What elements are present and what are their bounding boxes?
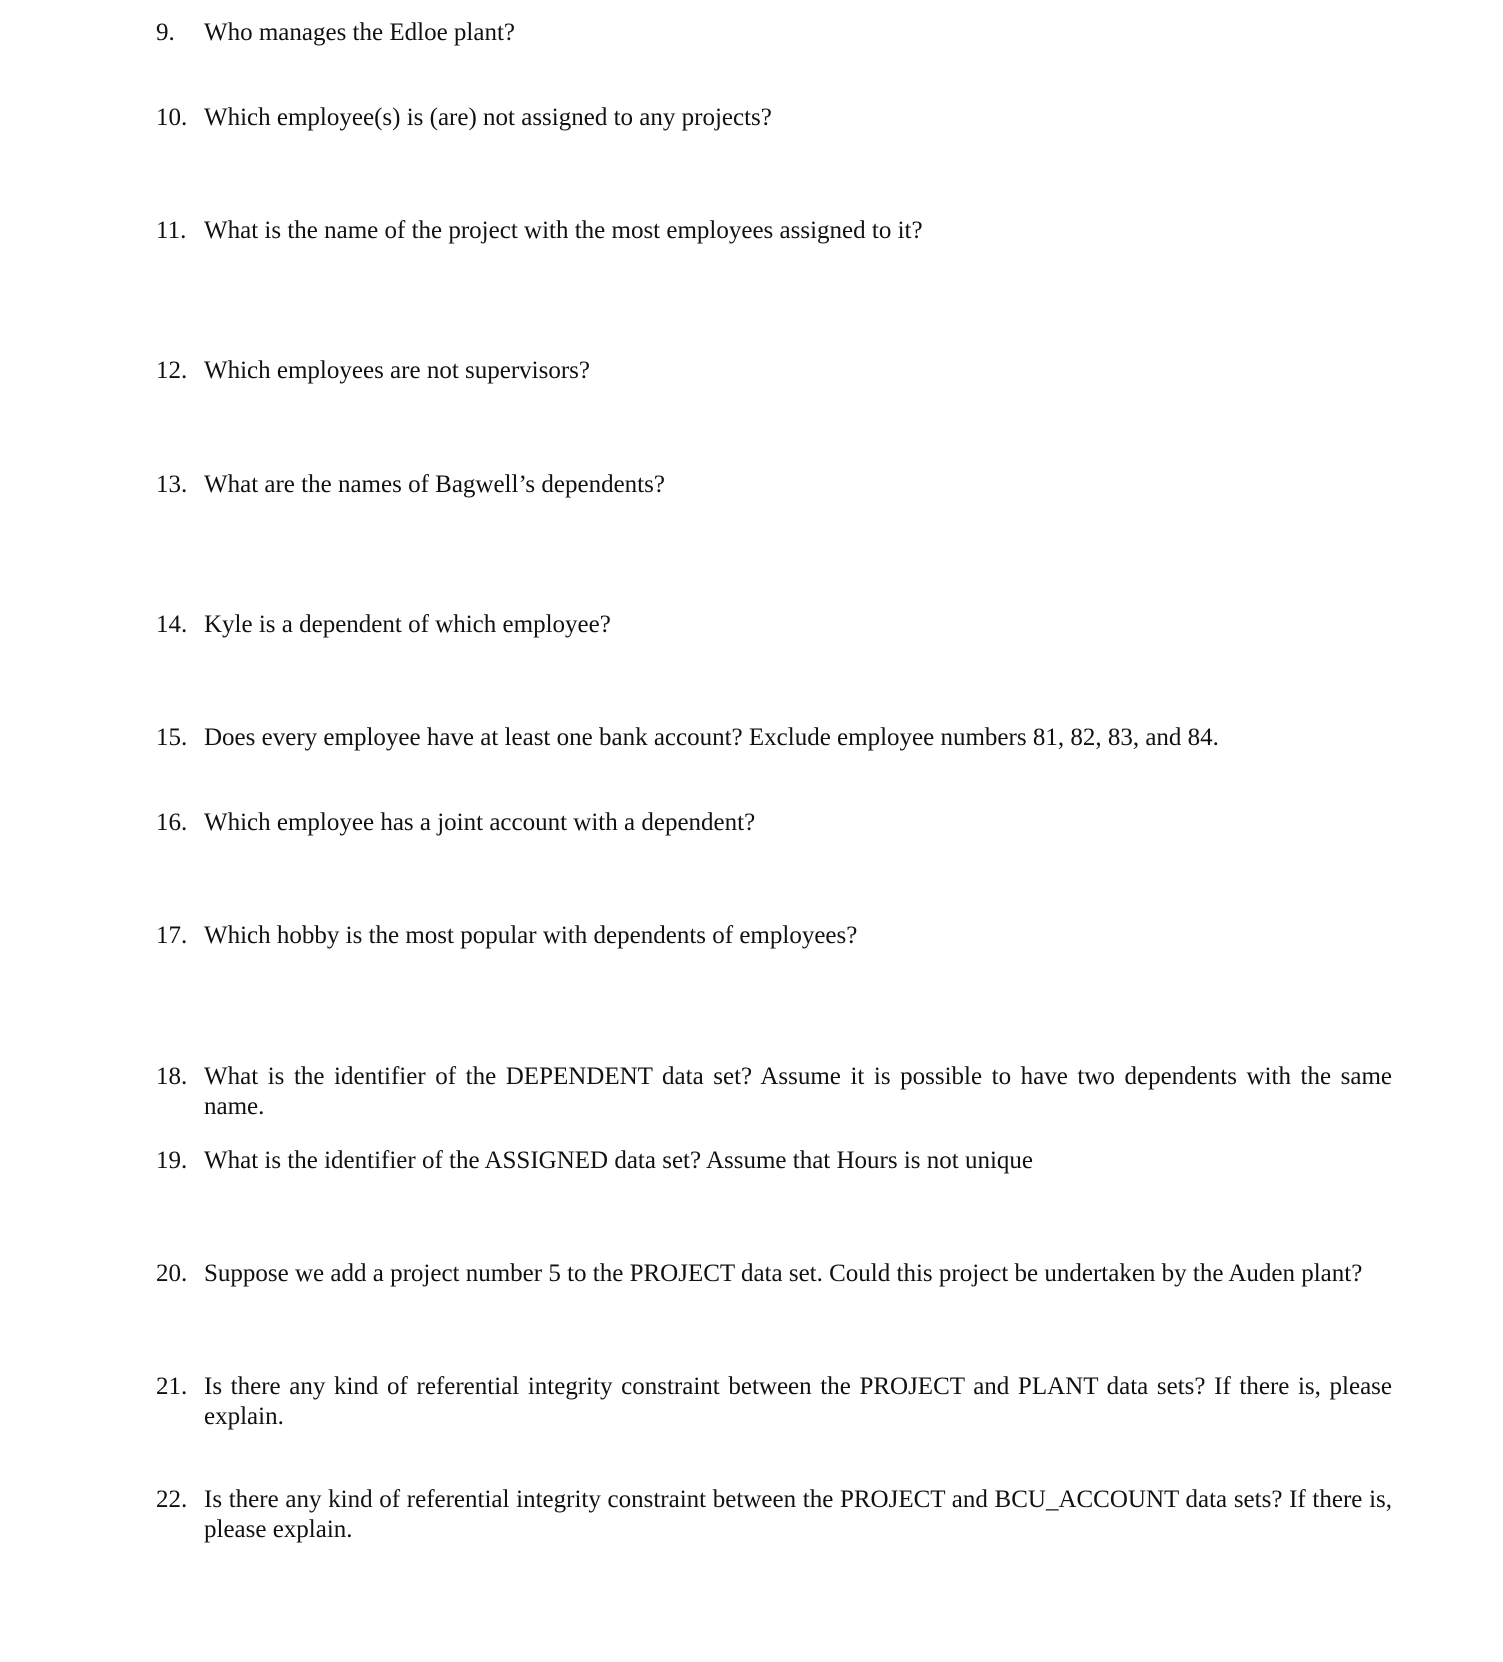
question-number: 16. [156,809,188,836]
question-text: Which employee has a joint account with a dependent? [204,809,756,836]
question-20 [156,1259,1392,1289]
question-12 [156,356,1392,386]
question-22 [156,1485,1392,1545]
question-text: Which employees are not supervisors? [204,357,590,384]
question-number: 14. [156,611,188,638]
question-14 [156,610,1392,640]
question-text: Who manages the Edloe plant? [204,19,515,46]
question-text: Is there any kind of referential integrity constraint between the PROJECT and PLANT data sets? If there is, please explain. [204,1373,1392,1430]
question-text: Does every employee have at least one bank account? Exclude employee numbers 81, 82, 83, and 84. [204,724,1219,751]
question-18 [156,1062,1392,1122]
question-17 [156,921,1392,951]
question-text: Is there any kind of referential integrity constraint between the PROJECT and BCU_ACCOUNT data sets? If there is, please explain. [204,1486,1392,1543]
question-16 [156,808,1392,838]
question-text: What is the name of the project with the most employees assigned to it? [204,217,923,244]
question-number: 11. [156,217,187,244]
question-number: 12. [156,357,188,384]
question-text: What are the names of Bagwell’s dependents? [204,471,665,498]
question-text: Which employee(s) is (are) not assigned to any projects? [204,104,772,131]
question-number: 21. [156,1373,188,1400]
question-10 [156,103,1392,133]
question-number: 19. [156,1147,188,1174]
question-number: 20. [156,1260,188,1287]
question-text: Which hobby is the most popular with dependents of employees? [204,922,858,949]
question-number: 22. [156,1486,188,1513]
question-number: 10. [156,104,188,131]
question-text: What is the identifier of the DEPENDENT data set? Assume it is possible to have two dependents with the same name. [204,1063,1392,1120]
question-number: 18. [156,1063,188,1090]
question-text: Suppose we add a project number 5 to the PROJECT data set. Could this project be undertaken by the Auden plant? [204,1260,1363,1287]
question-number: 9. [156,19,175,46]
question-number: 17. [156,922,188,949]
question-text: Kyle is a dependent of which employee? [204,611,611,638]
question-text: What is the identifier of the ASSIGNED data set? Assume that Hours is not unique [204,1147,1034,1174]
question-11 [156,216,1392,246]
question-number: 15. [156,724,188,751]
question-19 [156,1146,1392,1176]
question-15 [156,723,1392,753]
question-number: 13. [156,471,188,498]
question-9 [156,18,1392,48]
question-13 [156,470,1392,500]
question-21 [156,1372,1392,1432]
